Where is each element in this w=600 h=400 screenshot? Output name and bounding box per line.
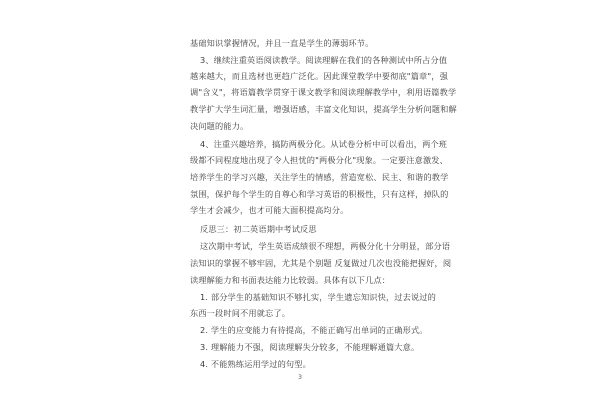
section-heading: 反思三：初二英语期中考试反思 bbox=[200, 224, 317, 234]
text-line: 法知识的掌握不够牢固，尤其是个别题 反复做过几次也没能把握好，阅 bbox=[190, 258, 452, 268]
text-line: 基础知识掌握情况，并且一直是学生的薄弱环节。 bbox=[190, 38, 374, 48]
list-item: 2. 学生的应变能力有待提高，不能正确写出单词的正确形式。 bbox=[200, 325, 428, 335]
text-line: 3、继续注重英语阅读教学。阅读理解在我们的各种测试中所占分值 bbox=[200, 55, 448, 65]
text-line: 氛围，保护每个学生的自尊心和学习英语的积极性，只有这样，掉队的 bbox=[190, 189, 449, 199]
page-number: 3 bbox=[298, 374, 302, 381]
text-line: 4、注重兴趣培养，搞防两极分化。从试卷分析中可以看出，两个班 bbox=[200, 139, 448, 149]
text-line: 学生才会减少，也才可能大面积提高均分。 bbox=[190, 205, 349, 215]
text-line: 培养学生的学习兴趣，关注学生的情感，营造宽松、民主、和谐的教学 bbox=[190, 172, 449, 182]
text-line: 东西一段时间不用就忘了。 bbox=[190, 308, 291, 318]
list-item: 3. 理解能力不强，阅读理解失分较多，不能理解通篇大意。 bbox=[200, 342, 420, 352]
text-line: 读理解能力和书面表达能力比较弱。具体有以下几点： bbox=[190, 275, 391, 285]
text-line: 决问题的能力。 bbox=[190, 121, 249, 131]
list-item: 1. 部分学生的基础知识不够扎实，学生遗忘知识快，过去说过的 bbox=[200, 292, 436, 302]
text-line: 教学扩大学生词汇量，增强语感，丰富文化知识，提高学生分析问题和解 bbox=[190, 104, 457, 114]
text-line: 级都不同程度地出现了令人担忧的"两极分化"现象。一定要注意激发、 bbox=[190, 155, 448, 165]
text-line: 这次期中考试，学生英语成绩很不理想，两极分化十分明显，部分语 bbox=[200, 241, 451, 251]
list-item: 4. 不能熟练运用学过的句型。 bbox=[200, 359, 311, 369]
text-line: 调"含义"，将语篇教学贯穿于课文教学和阅读理解教学中，利用语篇教学 bbox=[190, 87, 457, 97]
text-line: 越来越大，而且选材也更趋广泛化。因此课堂教学中要彻底"篇章"，强 bbox=[190, 71, 448, 81]
